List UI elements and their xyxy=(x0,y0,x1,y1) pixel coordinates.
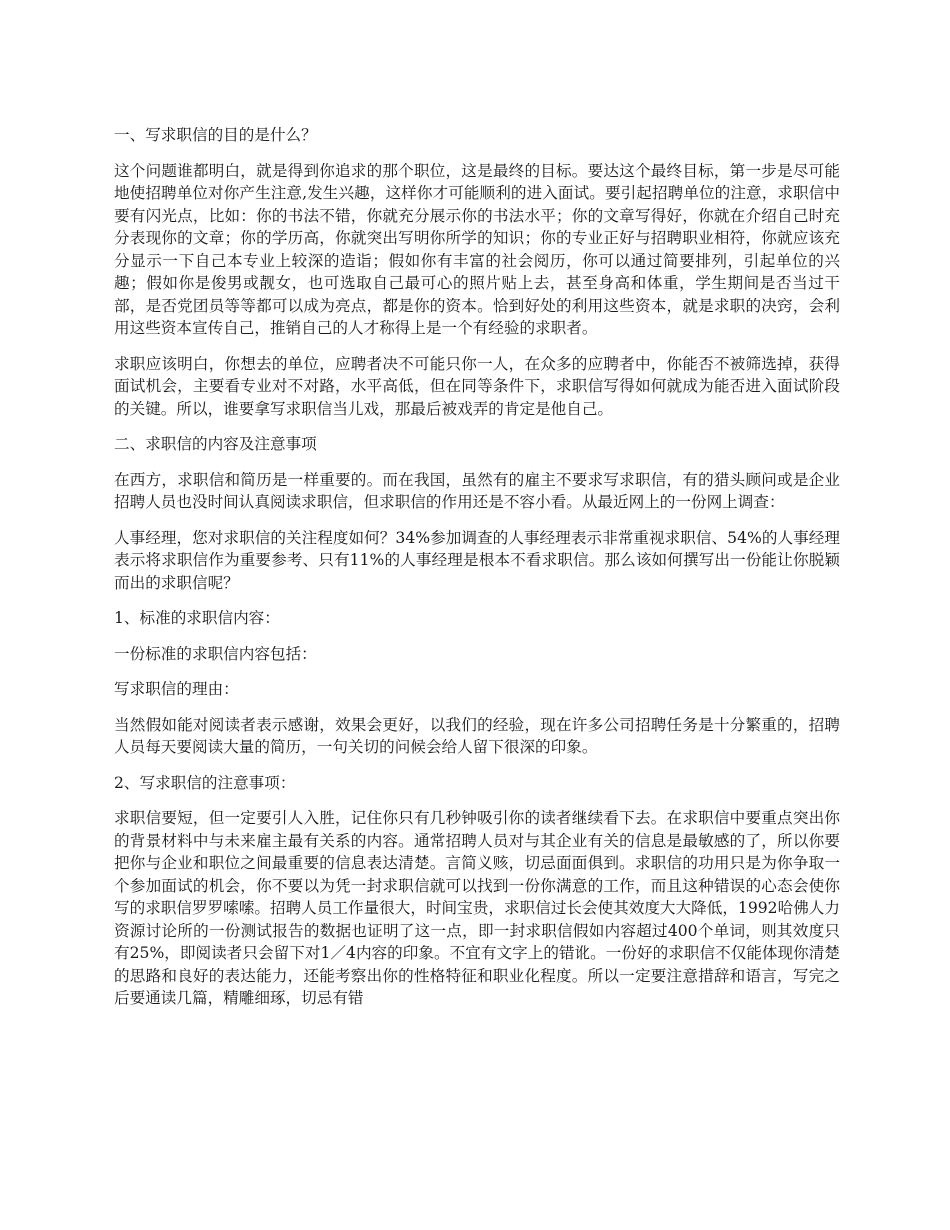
body-paragraph: 求职信要短，但一定要引人入胜，记住你只有几秒钟吸引你的读者继续看下去。在求职信中要重点突出你的背景材料中与未来雇主最有关系的内容。通常招聘人员对与其企业有关的信息是最敏感的了，所以你要把你与企业和职位之间最重要的信息表达清楚。言简义赅，切忌面面俱到。求职信的功用只是为你争取一个参加面试的机会，你不要以为凭一封求职信就可以找到一份你满意的工作，而且这种错误的心态会使你写的求职信罗罗嗦嗦。招聘人员工作量很大，时间宝贵，求职信过长会使其效度大大降低，1992哈佛人力资源讨论所的一份测试报告的数据也证明了这一点，即一封求职信假如内容超过400个单词，则其效度只有25%，即阅读者只会留下对1／4内容的印象。不宜有文字上的错讹。一份好的求职信不仅能体现你清楚的思路和良好的表达能力，还能考察出你的性格特征和职业化程度。所以一定要注意措辞和语言，写完之后要通读几篇，精雕细琢，切忌有错 xyxy=(114,809,840,1007)
body-paragraph: 一份标准的求职信内容包括： xyxy=(114,644,317,663)
body-paragraph: 在西方，求职信和简历是一样重要的。而在我国，虽然有的雇主不要求写求职信，有的猎头顾问或是企业招聘人员也没时间认真阅读求职信，但求职信的作用还是不容小看。从最近网上的一份网上调查： xyxy=(114,470,840,511)
section-heading-1: 一、写求职信的目的是什么？ xyxy=(114,126,317,144)
subheading-notes: 2、写求职信的注意事项： xyxy=(114,773,296,792)
body-paragraph: 求职应该明白，你想去的单位，应聘者决不可能只你一人，在众多的应聘者中，你能否不被筛选掉，获得面试机会，主要看专业对不对路，水平高低，但在同等条件下，求职信写得如何就成为能否进入面试阶段的关键。所以，谁要拿写求职信当儿戏，那最后被戏弄的肯定是他自己。 xyxy=(114,354,840,418)
subheading-standard-content: 1、标准的求职信内容： xyxy=(114,609,280,627)
body-paragraph: 这个问题谁都明白，就是得到你追求的那个职位，这是最终的目标。要达这个最终目标，第一步是尽可能地使招聘单位对你产生注意,发生兴趣，这样你才可能顺利的进入面试。要引起招聘单位的注意，求职信中要有闪光点，比如：你的书法不错，你就充分展示你的书法水平；你的文章写得好，你就在介绍自己时充分表现你的文章；你的学历高，你就突出写明你所学的知识；你的专业正好与招聘职业相符，你就应该充分显示一下自己本专业上较深的造诣；假如你有丰富的社会阅历，你可以通过简要排列，引起单位的兴趣；假如你是俊男或靓女，也可选取自己最可心的照片贴上去，甚至身高和体重，学生期间是否当过干部，是否党团员等等都可以成为亮点，都是你的资本。恰到好处的利用这些资本，就是求职的决窍，会利用这些资本宣传自己，推销自己的人才称得上是一个有经验的求职者。 xyxy=(114,161,840,337)
body-paragraph: 写求职信的理由： xyxy=(114,680,239,698)
body-paragraph: 人事经理，您对求职信的关注程度如何？34%参加调查的人事经理表示非常重视求职信、54%的人事经理表示将求职信作为重要参考、只有11%的人事经理是根本不看求职信。那么该如何撰写出一份能让你脱颖而出的求职信呢？ xyxy=(114,528,840,592)
section-heading-2: 二、求职信的内容及注意事项 xyxy=(114,435,317,453)
body-paragraph: 当然假如能对阅读者表示感谢，效果会更好，以我们的经验，现在许多公司招聘任务是十分繁重的，招聘人员每天要阅读大量的简历，一句关切的问候会给人留下很深的印象。 xyxy=(114,715,840,756)
document-page xyxy=(114,124,840,1023)
